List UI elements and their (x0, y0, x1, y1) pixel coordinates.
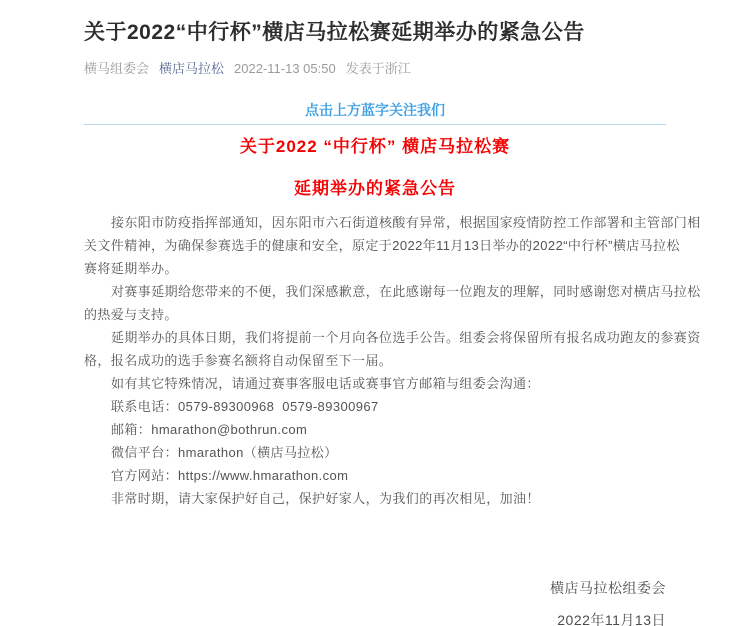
body-line: 的热爱与支持。 (84, 307, 178, 322)
byline-datetime: 2022-11-13 05:50 (234, 61, 336, 76)
body-line: 延期举办的具体日期，我们将提前一个月向各位选手公告。组委会将保留所有报名成功跑友的参赛资 (111, 330, 701, 345)
follow-us-link[interactable]: 点击上方蓝字关注我们 (305, 102, 445, 118)
body-line: 关文件精神，为确保参赛选手的健康和安全，原定于2022年11月13日举办的2022“中行杯”横店马拉松 (84, 238, 680, 253)
body-line: 微信平台：hmarathon（横店马拉松） (111, 445, 338, 460)
body-line: 对赛事延期给您带来的不便，我们深感歉意，在此感谢每一位跑友的理解，同时感谢您对横店马拉松 (111, 284, 701, 299)
article-title: 关于2022“中行杯”横店马拉松赛延期举办的紧急公告 (84, 21, 585, 44)
body-line: 接东阳市防疫指挥部通知，因东阳市六石街道核酸有异常，根据国家疫情防控工作部署和主管部门相 (111, 215, 701, 230)
announcement-heading-line2: 延期举办的紧急公告 (294, 179, 456, 198)
announcement-heading-line1: 关于2022 “中行杯” 横店马拉松赛 (239, 137, 511, 156)
signature-date: 2022年11月13日 (557, 612, 666, 626)
byline-account-link[interactable]: 横店马拉松 (159, 61, 225, 76)
body-line: 联系电话：0579-89300968 0579-89300967 (111, 399, 379, 414)
signature-org: 横店马拉松组委会 (550, 580, 666, 596)
section-divider (84, 124, 666, 125)
body-line: 邮箱：hmarathon@bothrun.com (111, 422, 308, 437)
announcement-body (84, 211, 701, 510)
body-line: 非常时期，请大家保护好自己，保护好家人，为我们的再次相见，加油！ (111, 491, 540, 506)
body-line: 官方网站：https://www.hmarathon.com (111, 468, 349, 483)
body-line: 如有其它特殊情况，请通过赛事客服电话或赛事官方邮箱与组委会沟通： (111, 376, 540, 391)
byline (84, 60, 666, 78)
body-line: 格，报名成功的选手参赛名额将自动保留至下一届。 (84, 353, 393, 368)
signature-block (84, 572, 666, 626)
byline-location: 发表于浙江 (345, 61, 411, 76)
byline-author: 横马组委会 (84, 61, 150, 76)
body-line: 赛将延期举办。 (84, 261, 178, 276)
